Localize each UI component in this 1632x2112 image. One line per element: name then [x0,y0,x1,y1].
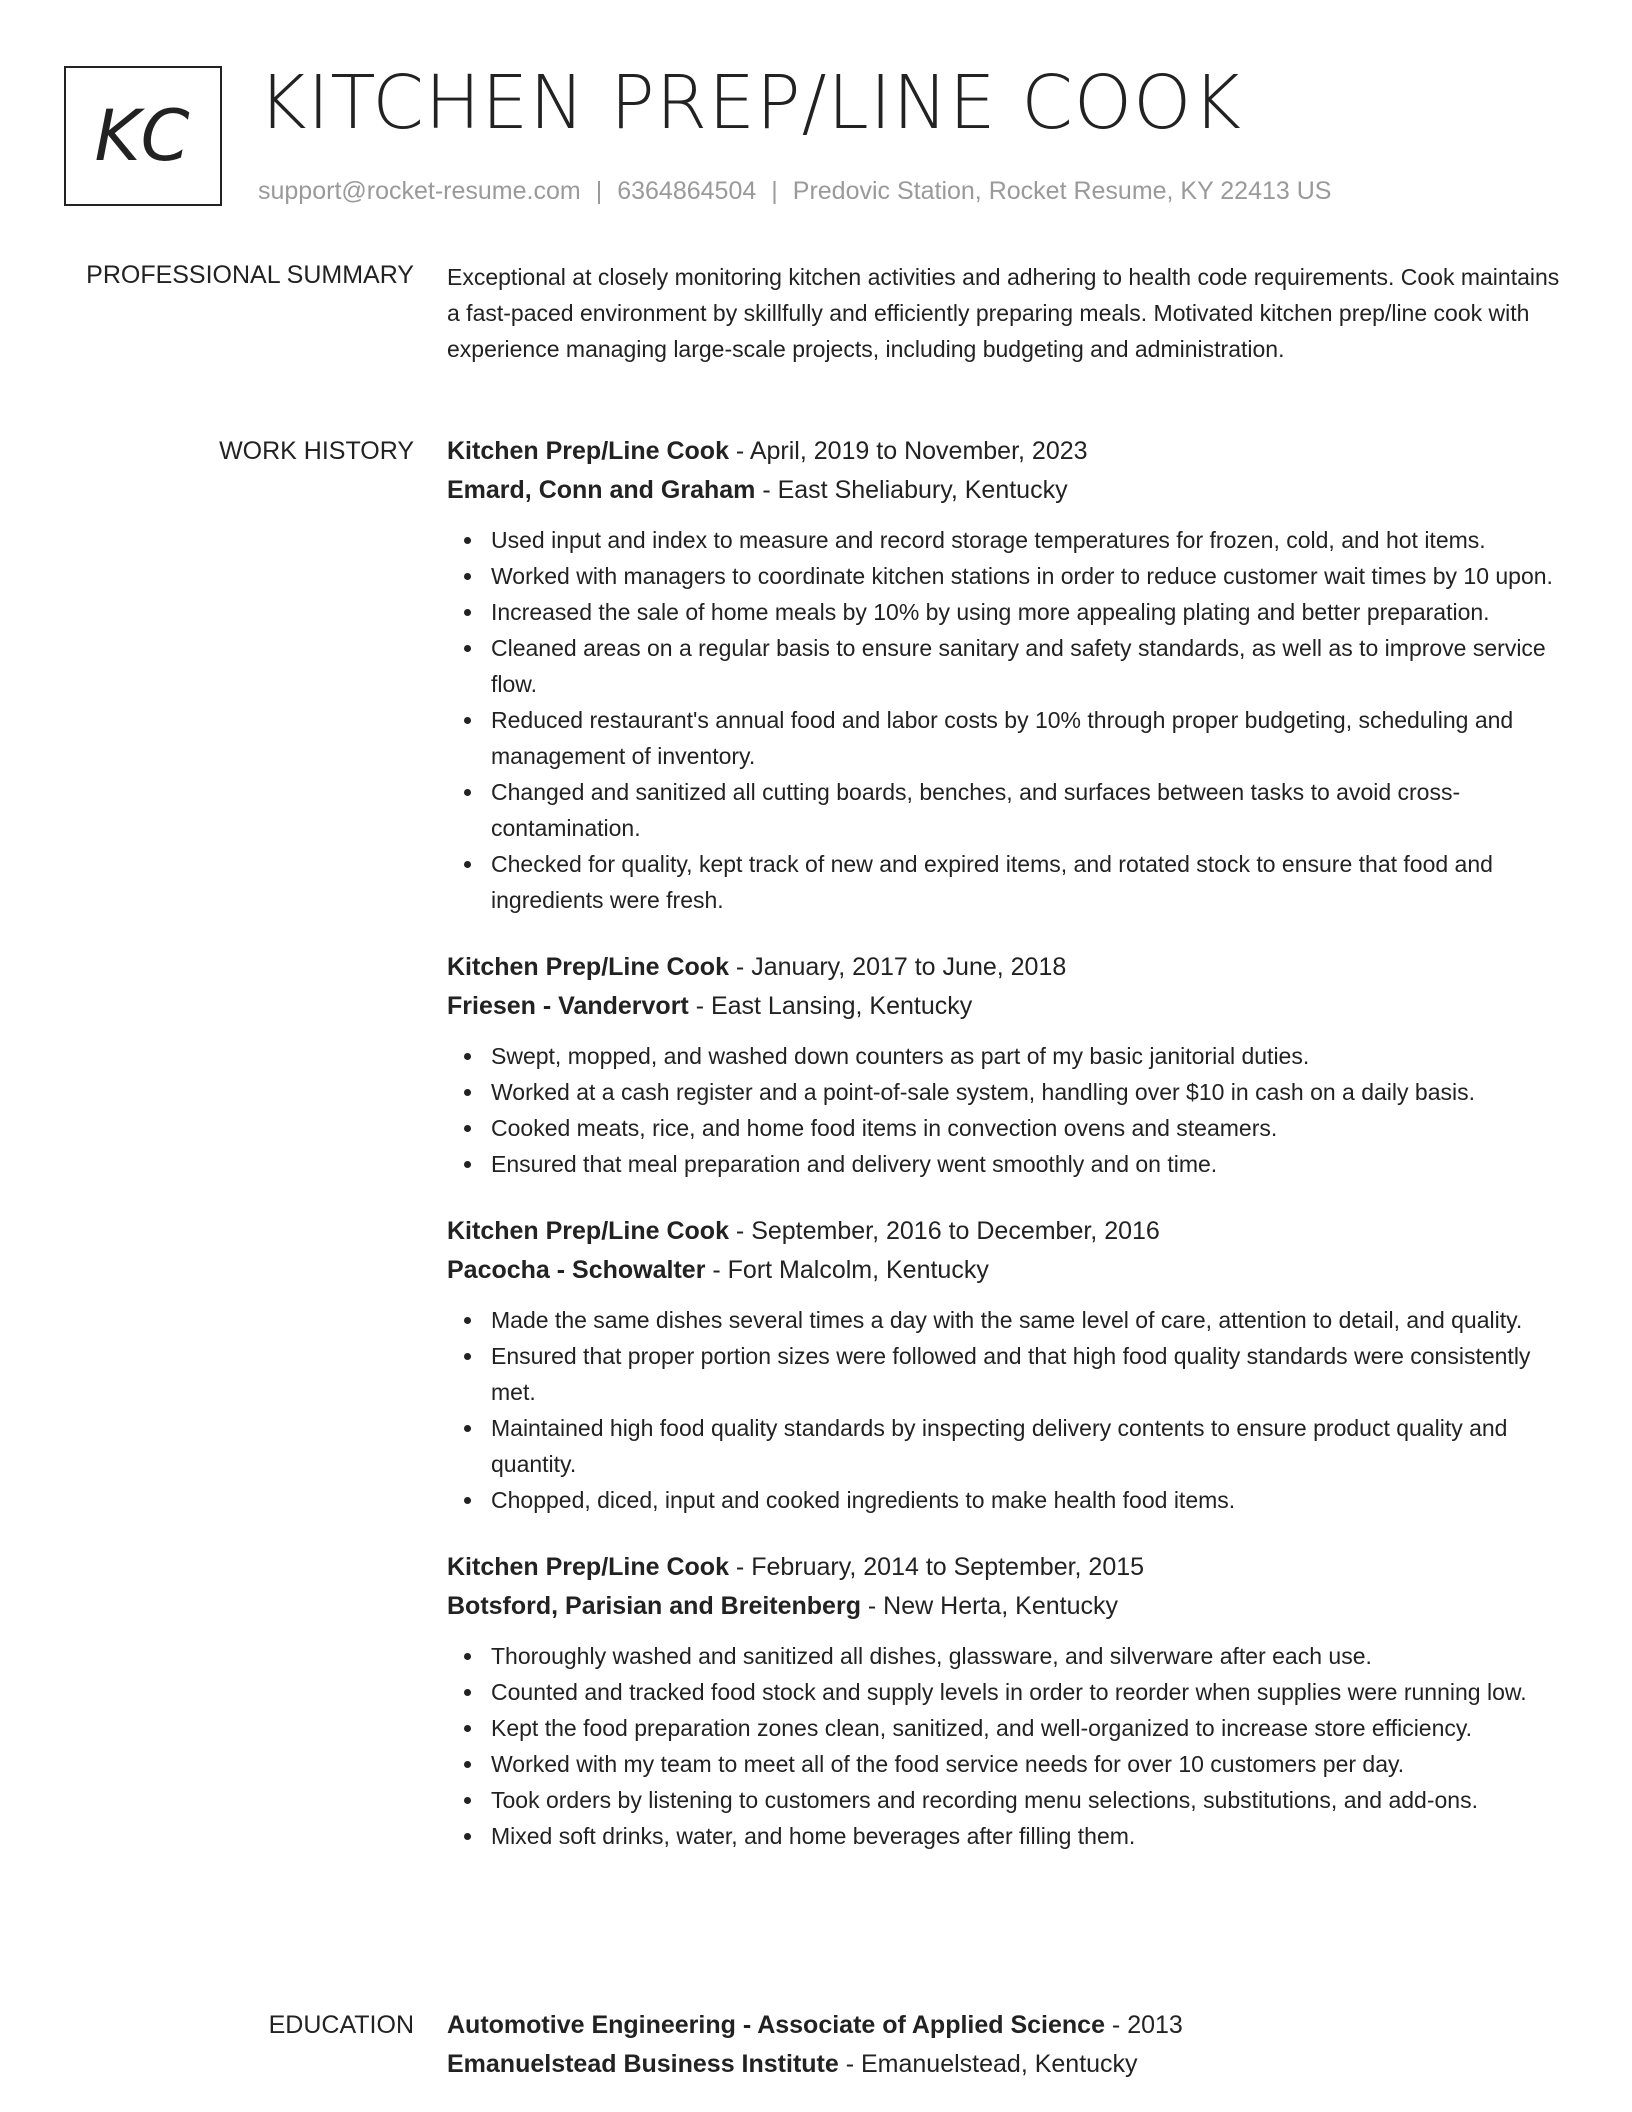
education-degree-line [447,2006,1567,2045]
job-title-line [447,1212,1567,1251]
job-bullets [447,1638,1567,1854]
job-title: Kitchen Prep/Line Cook [447,437,729,465]
job-title-line [447,432,1567,471]
contact-phone[interactable]: 6364864504 [617,177,757,205]
job-entry [447,432,1567,918]
education-heading: EDUCATION [268,2011,414,2039]
list-item: Counted and tracked food stock and supply levels in order to reorder when supplies were running low. [447,1674,1567,1710]
list-item: Reduced restaurant's annual food and labor costs by 10% through proper budgeting, scheduling and management of inventory. [447,702,1567,774]
list-item: Thoroughly washed and sanitized all dishes, glassware, and silverware after each use. [447,1638,1567,1674]
list-item: Kept the food preparation zones clean, sanitized, and well-organized to increase store efficiency. [447,1710,1567,1746]
job-bullets [447,1038,1567,1182]
job-employer-line [447,1587,1567,1626]
job-title: Kitchen Prep/Line Cook [447,1553,729,1581]
contact-separator: | [595,177,603,205]
list-item: Took orders by listening to customers and recording menu selections, substitutions, and add-ons. [447,1782,1567,1818]
contact-line [258,174,1331,208]
list-item: Worked with managers to coordinate kitchen stations in order to reduce customer wait times by 10 upon. [447,558,1567,594]
job-employer: Botsford, Parisian and Breitenberg [447,1592,861,1620]
list-item: Changed and sanitized all cutting boards, benches, and surfaces between tasks to avoid cross-contamination. [447,774,1567,846]
job-employer-line [447,987,1567,1026]
list-item: Mixed soft drinks, water, and home beverages after filling them. [447,1818,1567,1854]
contact-email[interactable]: support@rocket-resume.com [258,177,581,205]
job-location: - Fort Malcolm, Kentucky [705,1256,989,1284]
job-dates: - February, 2014 to September, 2015 [728,1553,1145,1581]
job-dates: - September, 2016 to December, 2016 [728,1217,1160,1245]
list-item: Made the same dishes several times a day with the same level of care, attention to detail, and quality. [447,1302,1567,1338]
summary-text: Exceptional at closely monitoring kitchen activities and adhering to health code requirements. Cook maintains a fast-paced environment by skillfully and efficiently preparing meals. Motivated kitchen prep/line cook with experience managing large-scale projects, including budgeting and administration. [447,264,1560,362]
job-employer-line [447,471,1567,510]
education-school: Emanuelstead Business Institute [447,2050,839,2078]
job-bullets [447,1302,1567,1518]
job-location: - New Herta, Kentucky [860,1592,1118,1620]
education-body [447,2006,1567,2084]
list-item: Checked for quality, kept track of new and expired items, and rotated stock to ensure that food and ingredients were fresh. [447,846,1567,918]
contact-separator: | [771,177,778,205]
job-location: - East Lansing, Kentucky [688,992,973,1020]
list-item: Ensured that meal preparation and delivery went smoothly and on time. [447,1146,1567,1182]
list-item: Increased the sale of home meals by 10% by using more appealing plating and better preparation. [447,594,1567,630]
monogram-logo: KC [64,66,222,206]
list-item: Worked at a cash register and a point-of-sale system, handling over $10 in cash on a daily basis. [447,1074,1567,1110]
list-item: Swept, mopped, and washed down counters as part of my basic janitorial duties. [447,1038,1567,1074]
list-item: Worked with my team to meet all of the food service needs for over 10 customers per day. [447,1746,1567,1782]
list-item: Cleaned areas on a regular basis to ensure sanitary and safety standards, as well as to improve service flow. [447,630,1567,702]
contact-address: Predovic Station, Rocket Resume, KY 22413 US [792,177,1332,205]
job-title: Kitchen Prep/Line Cook [447,1217,729,1245]
job-employer: Emard, Conn and Graham [447,476,756,504]
education-location: - Emanuelstead, Kentucky [838,2050,1138,2078]
job-location: - East Sheliabury, Kentucky [755,476,1068,504]
work-history-heading: WORK HISTORY [219,437,414,465]
list-item: Used input and index to measure and record storage temperatures for frozen, cold, and hot items. [447,522,1567,558]
list-item: Maintained high food quality standards by inspecting delivery contents to ensure product quality and quantity. [447,1410,1567,1482]
job-dates: - April, 2019 to November, 2023 [728,437,1088,465]
job-employer: Pacocha - Schowalter [447,1256,706,1284]
job-bullets [447,522,1567,918]
summary-body [447,259,1567,367]
job-title-line [447,948,1567,987]
education-year: - 2013 [1104,2011,1183,2039]
job-entry [447,948,1567,1182]
job-employer-line [447,1251,1567,1290]
education-degree: Automotive Engineering - Associate of Applied Science [447,2011,1105,2039]
job-entry [447,1212,1567,1518]
job-title-line [447,1548,1567,1587]
resume-title: KITCHEN PREP/LINE COOK [258,60,1242,146]
job-entry [447,1548,1567,1854]
list-item: Chopped, diced, input and cooked ingredients to make health food items. [447,1482,1567,1518]
work-history-body [447,432,1567,1884]
list-item: Ensured that proper portion sizes were followed and that high food quality standards were consistently met. [447,1338,1567,1410]
job-employer: Friesen - Vandervort [447,992,689,1020]
job-dates: - January, 2017 to June, 2018 [728,953,1067,981]
job-title: Kitchen Prep/Line Cook [447,953,729,981]
education-school-line [447,2045,1567,2084]
list-item: Cooked meats, rice, and home food items in convection ovens and steamers. [447,1110,1567,1146]
summary-heading: PROFESSIONAL SUMMARY [86,261,414,289]
